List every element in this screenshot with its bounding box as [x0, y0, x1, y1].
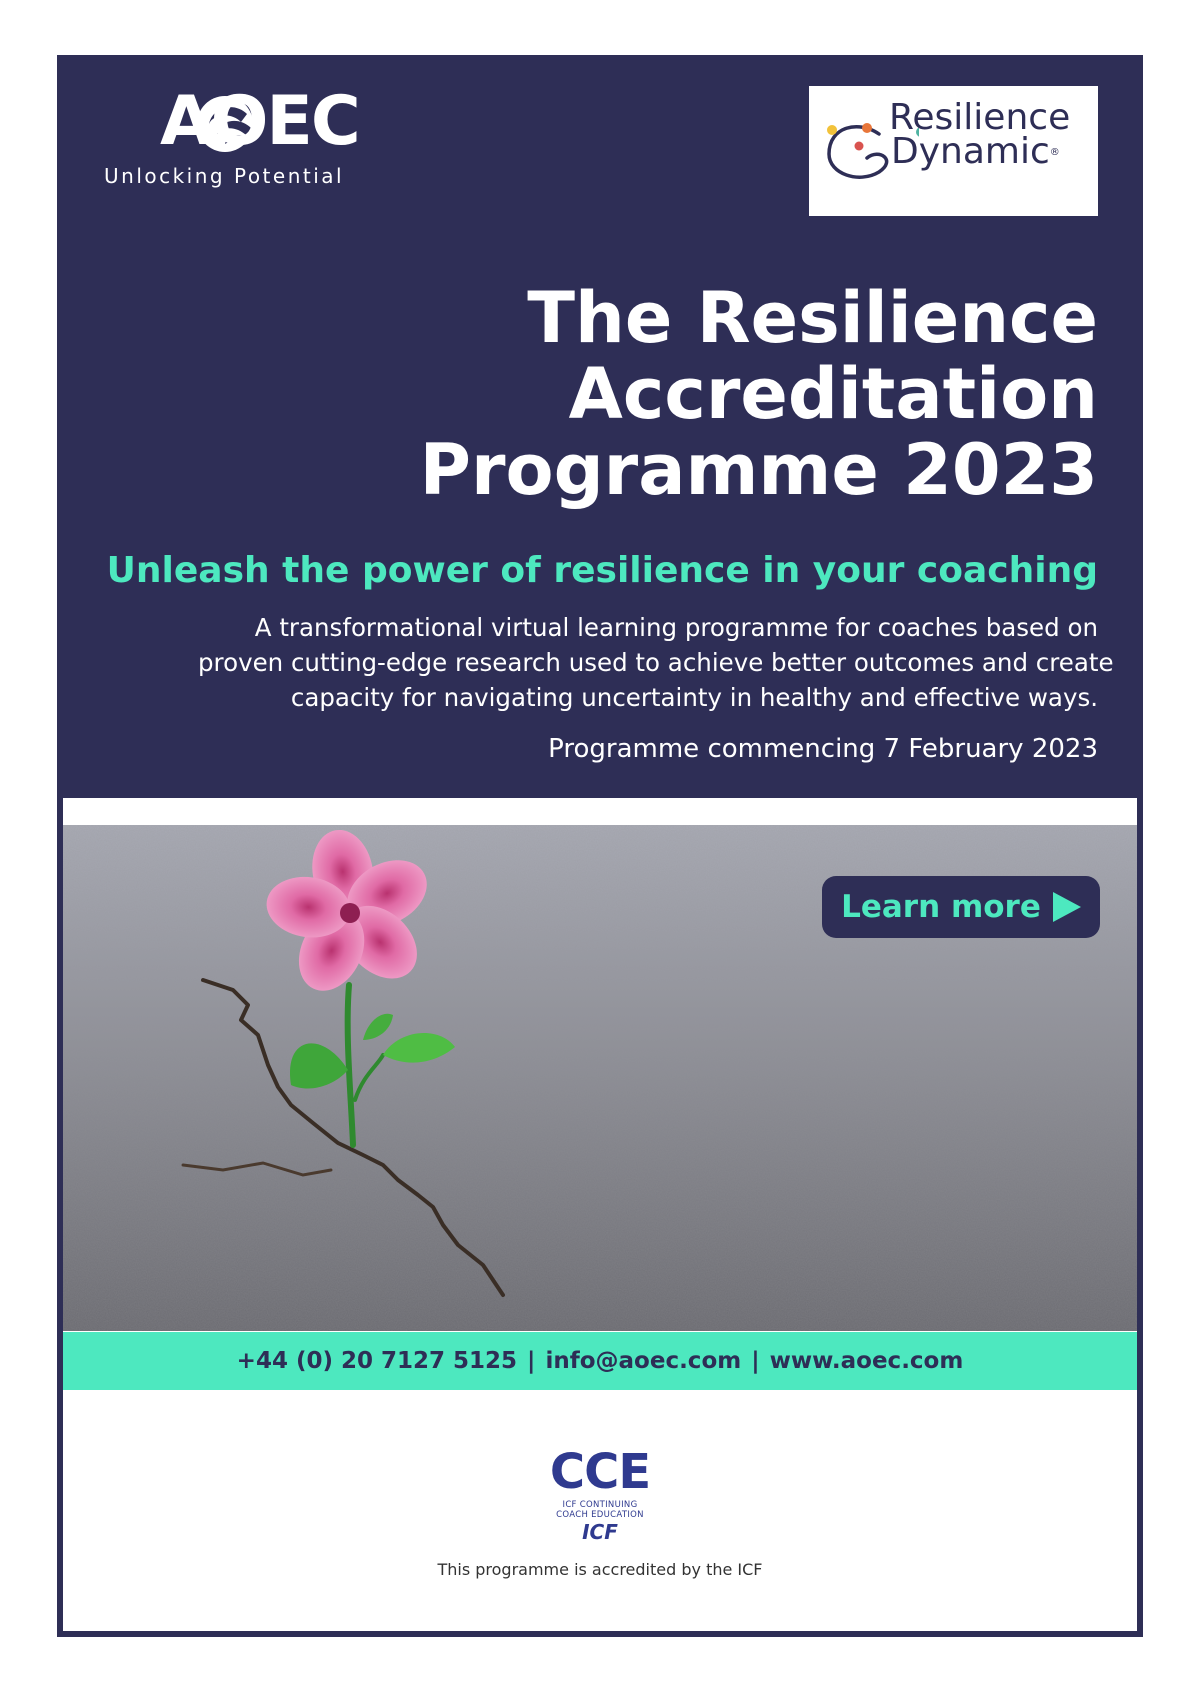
title-line-3: Programme 2023 [419, 429, 1098, 511]
contact-phone[interactable]: +44 (0) 20 7127 5125 [236, 1348, 518, 1374]
contact-email[interactable]: info@aoec.com [545, 1348, 742, 1374]
description-line-1: A transformational virtual learning programme for coaches based on [254, 613, 1098, 642]
cce-badge-title: CCE [549, 1444, 651, 1500]
aoec-tagline: Unlocking Potential [104, 164, 345, 188]
commencing-date: Programme commencing 7 February 2023 [548, 734, 1098, 764]
cce-badge-subtitle: ICF CONTINUING COACH EDUCATION [556, 1500, 644, 1520]
icf-logo: ICF [582, 1520, 618, 1544]
title-line-1: The Resilience [527, 277, 1098, 359]
learn-more-label: Learn more [841, 889, 1041, 925]
description-line-3: capacity for navigating uncertainty in healthy and effective ways. [290, 683, 1098, 712]
play-arrow-icon [1053, 892, 1081, 922]
description-line-2: proven cutting-edge research used to achieve better outcomes and create [198, 648, 1114, 677]
contact-website[interactable]: www.aoec.com [769, 1348, 964, 1374]
subheading: Unleash the power of resilience in your coaching [106, 550, 1098, 591]
page-title [419, 277, 1098, 511]
aoec-wordmark: AOEC [160, 82, 359, 161]
learn-more-button[interactable] [822, 876, 1100, 938]
contact-separator: | [527, 1348, 536, 1374]
contact-bar [63, 1332, 1137, 1390]
aoec-logo [100, 82, 360, 192]
accreditation-text: This programme is accredited by the ICF [437, 1560, 763, 1579]
partner-logo-line2: Dynamic® [891, 131, 1060, 172]
resilience-dynamic-logo [809, 86, 1098, 216]
cce-badge [540, 1444, 660, 1544]
title-line-2: Accreditation [568, 353, 1098, 435]
description [198, 610, 1114, 715]
contact-separator: | [751, 1348, 760, 1374]
partner-logo-line1: Resilience [889, 97, 1071, 138]
